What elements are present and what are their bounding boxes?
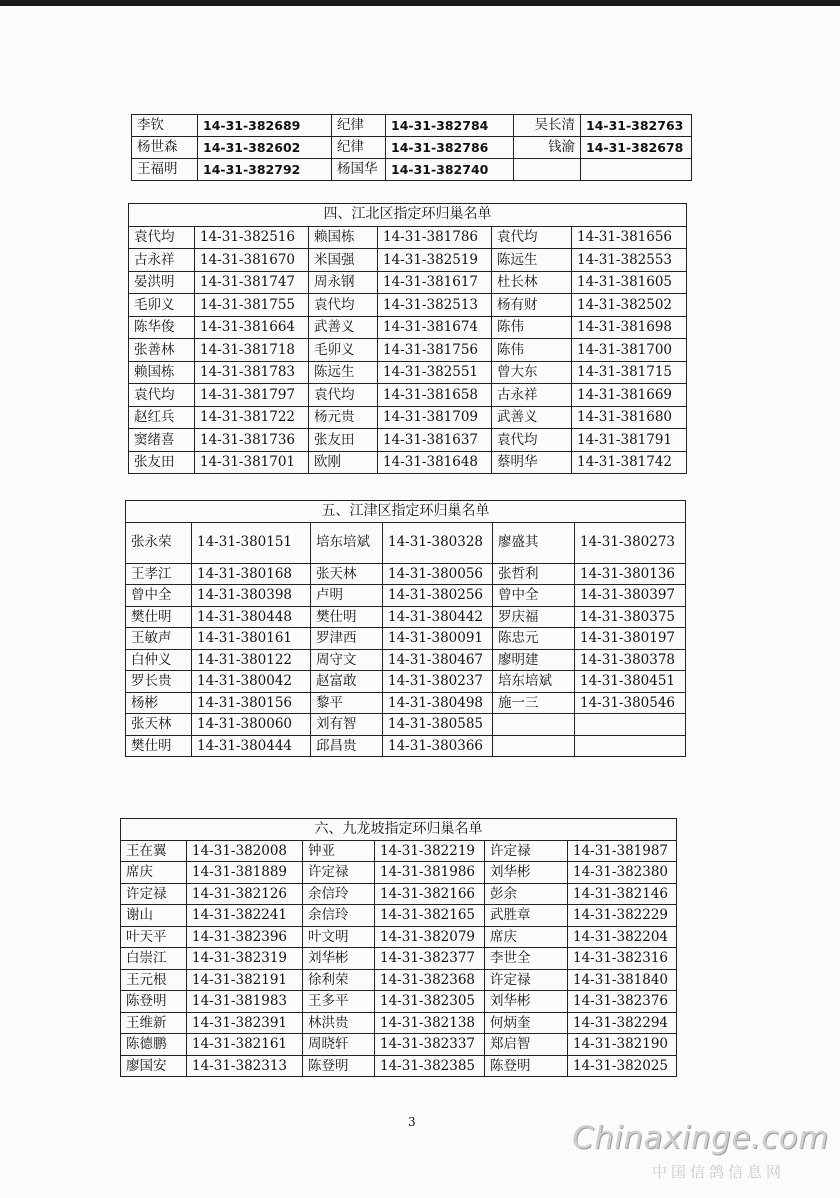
owner-name-cell: 张永荣 <box>126 522 192 563</box>
ring-number-cell: 14-31-380273 <box>575 522 686 563</box>
owner-name-cell: 培东培斌 <box>311 522 383 563</box>
owner-name-cell: 许定禄 <box>303 862 375 884</box>
table-row <box>132 159 692 181</box>
table-row <box>126 563 686 585</box>
owner-name-cell: 罗津西 <box>311 628 383 650</box>
ring-number-cell: 14-31-382396 <box>187 926 303 948</box>
owner-name-cell: 罗长贵 <box>126 671 192 693</box>
ring-number-cell: 14-31-381656 <box>572 226 687 249</box>
owner-name-cell: 陈德鹏 <box>121 1034 187 1056</box>
ring-number-cell: 14-31-382380 <box>568 862 677 884</box>
owner-name-cell: 许定禄 <box>485 840 568 862</box>
owner-name-cell: 欧刚 <box>309 451 378 474</box>
ring-number-cell: 14-31-381722 <box>195 406 309 429</box>
table-row <box>129 294 687 317</box>
table-row <box>126 628 686 650</box>
ring-number-cell: 14-31-382502 <box>572 294 687 317</box>
ring-number-cell: 14-31-381670 <box>195 249 309 272</box>
owner-name-cell <box>493 735 575 757</box>
section6-table <box>120 818 677 1077</box>
owner-name-cell: 培东培斌 <box>493 671 575 693</box>
owner-name-cell: 刘华彬 <box>485 862 568 884</box>
owner-name-cell: 杨元贵 <box>309 406 378 429</box>
ring-number-cell: 14-31-382191 <box>187 969 303 991</box>
ring-number-cell: 14-31-382551 <box>378 361 492 384</box>
owner-name-cell: 赖国栋 <box>129 361 195 384</box>
owner-name-cell: 廖国安 <box>121 1055 187 1077</box>
ring-number-cell: 14-31-381680 <box>572 406 687 429</box>
owner-name-cell: 卢明 <box>311 585 383 607</box>
ring-number-cell: 14-31-381605 <box>572 271 687 294</box>
ring-number-cell: 14-31-381747 <box>195 271 309 294</box>
owner-name-cell: 张友田 <box>309 429 378 452</box>
ring-number-cell: 14-31-382126 <box>187 883 303 905</box>
section6-title: 六、九龙坡指定环归巢名单 <box>121 819 677 841</box>
owner-name-cell: 袁代均 <box>129 226 195 249</box>
ring-number-cell: 14-31-382008 <box>187 840 303 862</box>
ring-number-cell: 14-31-382516 <box>195 226 309 249</box>
owner-name-cell: 王孝江 <box>126 563 192 585</box>
ring-number-cell <box>581 159 692 181</box>
owner-name-cell: 王在翼 <box>121 840 187 862</box>
section4-table <box>128 203 687 474</box>
owner-name-cell: 白仲义 <box>126 649 192 671</box>
ring-number-cell: 14-31-382305 <box>375 991 485 1013</box>
owner-name-cell: 廖盛其 <box>493 522 575 563</box>
table-row <box>121 905 677 927</box>
owner-name-cell: 施一三 <box>493 692 575 714</box>
owner-name-cell: 赵富敢 <box>311 671 383 693</box>
section5-title: 五、江津区指定环归巢名单 <box>126 501 686 523</box>
ring-number-cell: 14-31-382146 <box>568 883 677 905</box>
ring-number-cell: 14-31-380256 <box>383 585 493 607</box>
owner-name-cell: 许定禄 <box>485 969 568 991</box>
ring-number-cell: 14-31-382377 <box>375 948 485 970</box>
ring-number-cell: 14-31-380397 <box>575 585 686 607</box>
table-row <box>121 1034 677 1056</box>
table-row <box>126 735 686 757</box>
owner-name-cell: 李世全 <box>485 948 568 970</box>
ring-number-cell: 14-31-380378 <box>575 649 686 671</box>
ring-number-cell: 14-31-381698 <box>572 316 687 339</box>
section5-body <box>126 522 686 757</box>
ring-number-cell: 14-31-381783 <box>195 361 309 384</box>
owner-name-cell: 刘有智 <box>311 714 383 736</box>
table-row <box>132 137 692 159</box>
ring-number-cell: 14-31-380498 <box>383 692 493 714</box>
ring-number-cell: 14-31-381709 <box>378 406 492 429</box>
table-row <box>132 115 692 137</box>
ring-number-cell: 14-31-380467 <box>383 649 493 671</box>
ring-number-cell: 14-31-382138 <box>375 1012 485 1034</box>
table-row <box>126 649 686 671</box>
ring-number-cell: 14-31-382376 <box>568 991 677 1013</box>
ring-number-cell: 14-31-382025 <box>568 1055 677 1077</box>
ring-number-cell: 14-31-382368 <box>375 969 485 991</box>
owner-name-cell: 李钦 <box>132 115 198 137</box>
table-row <box>129 271 687 294</box>
ring-number-cell: 14-31-381756 <box>378 339 492 362</box>
owner-name-cell <box>514 159 581 181</box>
ring-number-cell: 14-31-380585 <box>383 714 493 736</box>
ring-number-cell: 14-31-382513 <box>378 294 492 317</box>
ring-number-cell <box>575 735 686 757</box>
ring-number-cell: 14-31-381669 <box>572 384 687 407</box>
ring-number-cell: 14-31-382313 <box>187 1055 303 1077</box>
owner-name-cell: 赵红兵 <box>129 406 195 429</box>
owner-name-cell: 刘华彬 <box>303 948 375 970</box>
ring-number-cell: 14-31-382204 <box>568 926 677 948</box>
owner-name-cell: 钱渝 <box>514 137 581 159</box>
owner-name-cell: 曾中全 <box>493 585 575 607</box>
table-row <box>129 339 687 362</box>
owner-name-cell: 廖明建 <box>493 649 575 671</box>
owner-name-cell: 杜长林 <box>492 271 572 294</box>
table-row <box>129 249 687 272</box>
ring-number-cell: 14-31-380056 <box>383 563 493 585</box>
table-row <box>121 840 677 862</box>
owner-name-cell: 彭余 <box>485 883 568 905</box>
ring-number-cell: 14-31-380237 <box>383 671 493 693</box>
owner-name-cell: 赖国栋 <box>309 226 378 249</box>
owner-name-cell: 杨有财 <box>492 294 572 317</box>
owner-name-cell: 曾大东 <box>492 361 572 384</box>
owner-name-cell: 毛卯义 <box>309 339 378 362</box>
ring-number-cell: 14-31-382337 <box>375 1034 485 1056</box>
owner-name-cell: 张天林 <box>126 714 192 736</box>
owner-name-cell: 王福明 <box>132 159 198 181</box>
ring-number-cell: 14-31-381840 <box>568 969 677 991</box>
ring-number-cell: 14-31-381742 <box>572 451 687 474</box>
owner-name-cell: 袁代均 <box>492 429 572 452</box>
ring-number-cell: 14-31-380161 <box>192 628 311 650</box>
owner-name-cell: 袁代均 <box>492 226 572 249</box>
table-row <box>126 692 686 714</box>
owner-name-cell: 古永祥 <box>492 384 572 407</box>
table-row <box>129 429 687 452</box>
ring-number-cell: 14-31-381983 <box>187 991 303 1013</box>
ring-number-cell: 14-31-382241 <box>187 905 303 927</box>
watermark-brand: Chinaxinge.com <box>572 1120 829 1156</box>
table-row <box>126 522 686 563</box>
ring-number-cell: 14-31-382553 <box>572 249 687 272</box>
ring-number-cell: 14-31-382385 <box>375 1055 485 1077</box>
table-row <box>129 406 687 429</box>
owner-name-cell: 陈忠元 <box>493 628 575 650</box>
ring-number-cell: 14-31-380136 <box>575 563 686 585</box>
owner-name-cell: 钟亚 <box>303 840 375 862</box>
owner-name-cell: 邱昌贵 <box>311 735 383 757</box>
watermark-subtitle: 中国信鸽信息网 <box>652 1163 786 1181</box>
owner-name-cell: 陈登明 <box>303 1055 375 1077</box>
owner-name-cell: 何炳奎 <box>485 1012 568 1034</box>
table-row <box>126 585 686 607</box>
section5-table <box>125 500 686 757</box>
top-table <box>131 114 692 181</box>
owner-name-cell: 席庆 <box>485 926 568 948</box>
ring-number-cell: 14-31-382391 <box>187 1012 303 1034</box>
owner-name-cell: 张善林 <box>129 339 195 362</box>
table-row <box>121 991 677 1013</box>
owner-name-cell: 张友田 <box>129 451 195 474</box>
owner-name-cell: 席庆 <box>121 862 187 884</box>
table-row <box>121 948 677 970</box>
owner-name-cell: 樊仕明 <box>126 606 192 628</box>
owner-name-cell: 白崇江 <box>121 948 187 970</box>
ring-number-cell: 14-31-381617 <box>378 271 492 294</box>
ring-number-cell: 14-31-380197 <box>575 628 686 650</box>
ring-number-cell: 14-31-382763 <box>581 115 692 137</box>
ring-number-cell: 14-31-381791 <box>572 429 687 452</box>
table-row <box>126 671 686 693</box>
owner-name-cell: 袁代均 <box>309 294 378 317</box>
ring-number-cell: 14-31-380546 <box>575 692 686 714</box>
ring-number-cell: 14-31-380091 <box>383 628 493 650</box>
table-row <box>121 1012 677 1034</box>
ring-number-cell: 14-31-381664 <box>195 316 309 339</box>
ring-number-cell: 14-31-382602 <box>198 137 332 159</box>
owner-name-cell: 纪律 <box>332 137 386 159</box>
ring-number-cell: 14-31-381889 <box>187 862 303 884</box>
ring-number-cell: 14-31-380060 <box>192 714 311 736</box>
ring-number-cell: 14-31-382740 <box>386 159 514 181</box>
ring-number-cell: 14-31-380156 <box>192 692 311 714</box>
owner-name-cell: 郑启智 <box>485 1034 568 1056</box>
owner-name-cell: 叶文明 <box>303 926 375 948</box>
ring-number-cell: 14-31-380122 <box>192 649 311 671</box>
page-number: 3 <box>408 1115 416 1129</box>
owner-name-cell: 王维新 <box>121 1012 187 1034</box>
owner-name-cell: 林洪贵 <box>303 1012 375 1034</box>
ring-number-cell: 14-31-381658 <box>378 384 492 407</box>
owner-name-cell: 陈登明 <box>485 1055 568 1077</box>
table-row <box>121 1055 677 1077</box>
owner-name-cell: 罗庆福 <box>493 606 575 628</box>
owner-name-cell: 樊仕明 <box>126 735 192 757</box>
owner-name-cell: 杨彬 <box>126 692 192 714</box>
ring-number-cell: 14-31-382519 <box>378 249 492 272</box>
ring-number-cell: 14-31-382166 <box>375 883 485 905</box>
ring-number-cell: 14-31-382316 <box>568 948 677 970</box>
owner-name-cell: 古永祥 <box>129 249 195 272</box>
ring-number-cell: 14-31-382784 <box>386 115 514 137</box>
table-row <box>121 926 677 948</box>
ring-number-cell: 14-31-380151 <box>192 522 311 563</box>
ring-number-cell: 14-31-382786 <box>386 137 514 159</box>
owner-name-cell: 陈伟 <box>492 339 572 362</box>
ring-number-cell: 14-31-382678 <box>581 137 692 159</box>
owner-name-cell: 黎平 <box>311 692 383 714</box>
ring-number-cell: 14-31-382689 <box>198 115 332 137</box>
ring-number-cell: 14-31-382079 <box>375 926 485 948</box>
ring-number-cell: 14-31-380375 <box>575 606 686 628</box>
ring-number-cell: 14-31-382161 <box>187 1034 303 1056</box>
ring-number-cell: 14-31-380328 <box>383 522 493 563</box>
table-row <box>129 226 687 249</box>
ring-number-cell: 14-31-380444 <box>192 735 311 757</box>
ring-number-cell: 14-31-380168 <box>192 563 311 585</box>
owner-name-cell: 陈远生 <box>309 361 378 384</box>
table-row <box>129 361 687 384</box>
owner-name-cell: 蔡明华 <box>492 451 572 474</box>
ring-number-cell: 14-31-382319 <box>187 948 303 970</box>
owner-name-cell: 王敏声 <box>126 628 192 650</box>
owner-name-cell: 米国强 <box>309 249 378 272</box>
table-row <box>126 606 686 628</box>
table-row <box>129 384 687 407</box>
ring-number-cell: 14-31-381987 <box>568 840 677 862</box>
owner-name-cell: 王多平 <box>303 991 375 1013</box>
ring-number-cell: 14-31-381755 <box>195 294 309 317</box>
owner-name-cell: 曾中全 <box>126 585 192 607</box>
table-row <box>121 883 677 905</box>
owner-name-cell: 余信玲 <box>303 883 375 905</box>
owner-name-cell: 陈伟 <box>492 316 572 339</box>
owner-name-cell: 周守文 <box>311 649 383 671</box>
owner-name-cell <box>493 714 575 736</box>
ring-number-cell: 14-31-381797 <box>195 384 309 407</box>
section4-body <box>129 226 687 474</box>
top-table-body <box>132 115 692 181</box>
table-row <box>129 316 687 339</box>
owner-name-cell: 袁代均 <box>309 384 378 407</box>
ring-number-cell: 14-31-381701 <box>195 451 309 474</box>
ring-number-cell: 14-31-381786 <box>378 226 492 249</box>
ring-number-cell: 14-31-382229 <box>568 905 677 927</box>
owner-name-cell: 武善义 <box>309 316 378 339</box>
owner-name-cell: 杨国华 <box>332 159 386 181</box>
ring-number-cell: 14-31-382165 <box>375 905 485 927</box>
ring-number-cell: 14-31-381736 <box>195 429 309 452</box>
owner-name-cell: 毛卯义 <box>129 294 195 317</box>
ring-number-cell: 14-31-381700 <box>572 339 687 362</box>
section6-body <box>121 840 677 1077</box>
ring-number-cell: 14-31-381986 <box>375 862 485 884</box>
owner-name-cell: 张天林 <box>311 563 383 585</box>
owner-name-cell: 徐利荣 <box>303 969 375 991</box>
owner-name-cell: 武善义 <box>492 406 572 429</box>
scan-top-edge <box>0 0 840 6</box>
owner-name-cell: 余信玲 <box>303 905 375 927</box>
ring-number-cell: 14-31-381637 <box>378 429 492 452</box>
owner-name-cell: 武胜章 <box>485 905 568 927</box>
ring-number-cell: 14-31-380042 <box>192 671 311 693</box>
ring-number-cell <box>575 714 686 736</box>
owner-name-cell: 陈华俊 <box>129 316 195 339</box>
table-row <box>121 969 677 991</box>
ring-number-cell: 14-31-381718 <box>195 339 309 362</box>
ring-number-cell: 14-31-380398 <box>192 585 311 607</box>
owner-name-cell: 许定禄 <box>121 883 187 905</box>
section4-title: 四、江北区指定环归巢名单 <box>129 204 687 227</box>
owner-name-cell: 刘华彬 <box>485 991 568 1013</box>
ring-number-cell: 14-31-382792 <box>198 159 332 181</box>
owner-name-cell: 王元根 <box>121 969 187 991</box>
owner-name-cell: 纪律 <box>332 115 386 137</box>
owner-name-cell: 周永钢 <box>309 271 378 294</box>
ring-number-cell: 14-31-382294 <box>568 1012 677 1034</box>
ring-number-cell: 14-31-380366 <box>383 735 493 757</box>
owner-name-cell: 杨世森 <box>132 137 198 159</box>
owner-name-cell: 陈远生 <box>492 249 572 272</box>
owner-name-cell: 谢山 <box>121 905 187 927</box>
owner-name-cell: 叶天平 <box>121 926 187 948</box>
owner-name-cell: 张哲利 <box>493 563 575 585</box>
owner-name-cell: 周晓轩 <box>303 1034 375 1056</box>
owner-name-cell: 樊仕明 <box>311 606 383 628</box>
owner-name-cell: 袁代均 <box>129 384 195 407</box>
owner-name-cell: 陈登明 <box>121 991 187 1013</box>
table-row <box>129 451 687 474</box>
table-row <box>121 862 677 884</box>
owner-name-cell: 晏洪明 <box>129 271 195 294</box>
ring-number-cell: 14-31-381674 <box>378 316 492 339</box>
ring-number-cell: 14-31-382190 <box>568 1034 677 1056</box>
ring-number-cell: 14-31-382219 <box>375 840 485 862</box>
owner-name-cell: 窦绪喜 <box>129 429 195 452</box>
ring-number-cell: 14-31-381648 <box>378 451 492 474</box>
ring-number-cell: 14-31-381715 <box>572 361 687 384</box>
ring-number-cell: 14-31-380442 <box>383 606 493 628</box>
ring-number-cell: 14-31-380448 <box>192 606 311 628</box>
owner-name-cell: 吴长清 <box>514 115 581 137</box>
ring-number-cell: 14-31-380451 <box>575 671 686 693</box>
table-row <box>126 714 686 736</box>
